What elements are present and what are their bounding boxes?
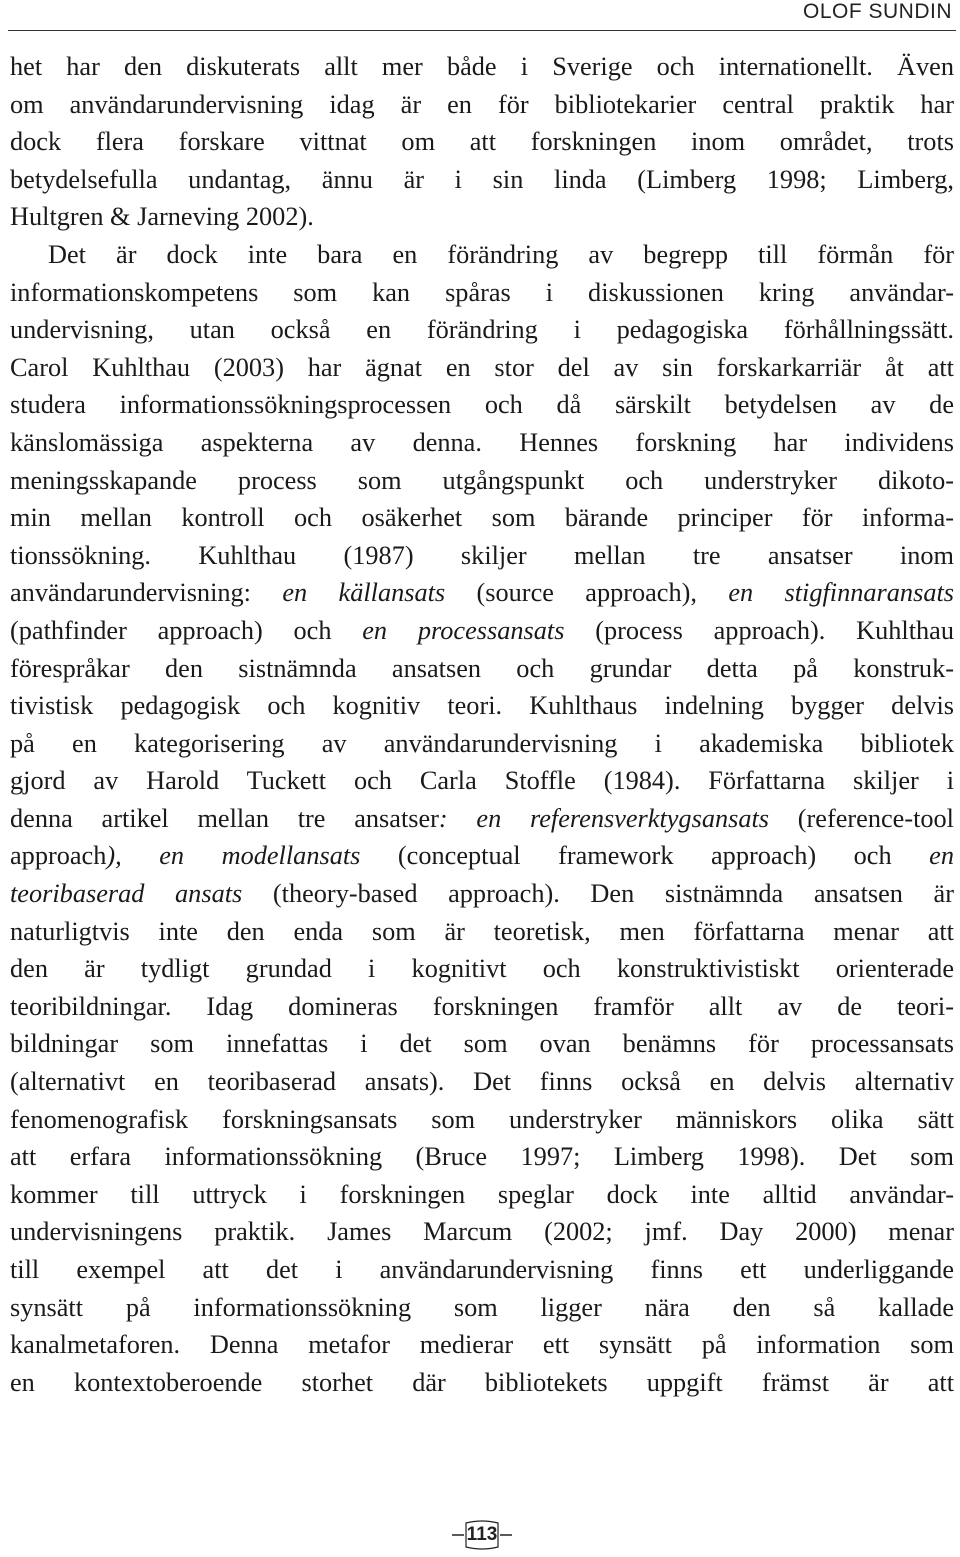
text-line: gjord av Harold Tuckett och Carla Stoffle (1984). Författarna skiljer i [10, 766, 954, 796]
text-line: kommer till uttryck i forskningen speglar dock inte alltid användar- [10, 1179, 954, 1209]
text-line: undervisningens praktik. James Marcum (2002; jmf. Day 2000) menar [10, 1217, 954, 1247]
text-line: min mellan kontroll och osäkerhet som bärande principer för informa- [10, 503, 954, 533]
text-line: kanalmetaforen. Denna metafor medierar ett synsätt på information som [10, 1330, 954, 1360]
text-line [10, 574, 954, 612]
text-line: meningsskapande process som utgångspunkt och understryker dikoto- [10, 465, 954, 495]
text-line: fenomenografisk forskningsansats som understryker människors olika sätt [10, 1104, 954, 1134]
text-line: Hultgren & Jarneving 2002). [10, 202, 314, 232]
italic-term: en källansats [282, 578, 446, 608]
text-line [10, 612, 954, 650]
text-segment: approach [10, 841, 107, 871]
text-line: dock flera forskare vittnat om att forskningen inom området, trots [10, 127, 954, 157]
text-line: Carol Kuhlthau (2003) har ägnat en stor del av sin forskarkarriär åt att [10, 352, 954, 382]
text-segment: (conceptual framework approach) och [360, 841, 930, 871]
text-line: betydelsefulla undantag, ännu är i sin linda (Limberg 1998; Limberg, [10, 164, 954, 194]
text-line: förespråkar den sistnämnda ansatsen och grundar detta på konstruk- [10, 653, 954, 683]
text-segment: (process approach). Kuhlthau [564, 615, 954, 645]
running-header-author: OLOF SUNDIN [802, 0, 952, 23]
text-line: en kontextoberoende storhet där bibliotekets uppgift främst är att [10, 1367, 954, 1397]
text-line: informationskompetens som kan spåras i diskussionen kring användar- [10, 277, 954, 307]
text-segment: användarundervisning: [10, 578, 283, 608]
italic-term: en stigfinnaransats [728, 578, 955, 608]
text-line: känslomässiga aspekterna av denna. Hennes forskning har individens [10, 427, 954, 457]
page-number: 113 [466, 1524, 498, 1545]
text-line [10, 875, 954, 913]
text-segment: (theory-based approach). Den sistnämnda ansatsen är [242, 879, 954, 909]
text-segment: (source approach), [445, 578, 729, 608]
text-line: på en kategorisering av användarundervisning i akademiska bibliotek [10, 728, 954, 758]
italic-term: : en referensverktygsansats [438, 803, 770, 833]
italic-term: teoribaserad ansats [10, 879, 243, 909]
text-line-paragraph-start: Det är dock inte bara en förändring av begrepp till förmån för [48, 239, 954, 269]
text-segment: (reference-tool [769, 803, 954, 833]
text-line: naturligtvis inte den enda som är teoretisk, men författarna menar att [10, 916, 954, 946]
text-line: tivistisk pedagogisk och kognitiv teori. Kuhlthaus indelning bygger delvis [10, 691, 954, 721]
text-segment: (pathfinder approach) och [10, 615, 363, 645]
text-line: (alternativt en teoribaserad ansats). Det finns också en delvis alternativ [10, 1067, 954, 1097]
text-line: att erfara informationssökning (Bruce 1997; Limberg 1998). Det som [10, 1142, 954, 1172]
page-body-text [10, 48, 954, 1401]
text-line [10, 800, 954, 838]
italic-term: en [929, 841, 954, 871]
header-rule [8, 30, 956, 31]
text-segment: denna artikel mellan tre ansatser [10, 803, 439, 833]
text-line: om användarundervisning idag är en för bibliotekarier central praktik har [10, 89, 954, 119]
text-line: synsätt på informationssökning som ligger nära den så kallade [10, 1292, 954, 1322]
text-line: studera informationssökningsprocessen och då särskilt betydelsen av de [10, 390, 954, 420]
text-line: till exempel att det i användarundervisning finns ett underliggande [10, 1255, 954, 1284]
text-line: undervisning, utan också en förändring i pedagogiska förhållningssätt. [10, 315, 954, 345]
italic-term: en processansats [362, 615, 565, 645]
text-line: bildningar som innefattas i det som ovan benämns för processansats [10, 1029, 954, 1059]
text-line: teoribildningar. Idag domineras forskningen framför allt av de teori- [10, 991, 954, 1021]
text-line: het har den diskuterats allt mer både i Sverige och internationellt. Även [10, 52, 954, 81]
text-line: den är tydligt grundad i kognitivt och konstruktivistiskt orienterade [10, 954, 954, 984]
text-line [10, 837, 954, 875]
italic-term: ), en modellansats [106, 841, 361, 871]
text-line: tionssökning. Kuhlthau (1987) skiljer mellan tre ansatser inom [10, 540, 954, 570]
page-number-folio [452, 1520, 512, 1550]
